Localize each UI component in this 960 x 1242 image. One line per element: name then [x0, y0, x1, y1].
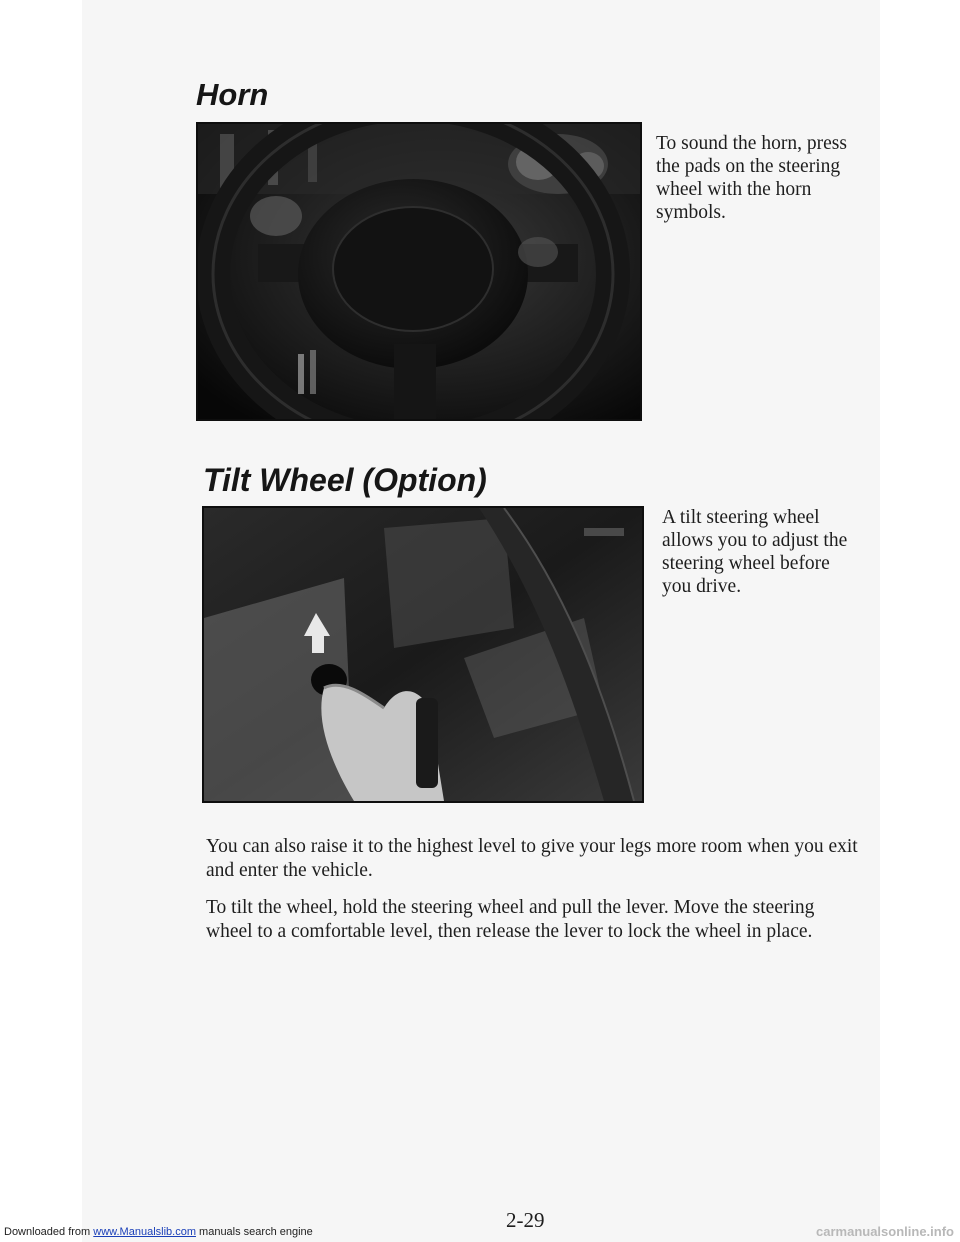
horn-description: To sound the horn, press the pads on the steering wheel with the horn symbols. [656, 133, 847, 223]
horn-heading: Horn [196, 77, 269, 112]
tilt-instructions-paragraph: To tilt the wheel, hold the steering wheel and pull the lever. Move the steering wheel to a comfortable level, then release the lever to lock the wheel in place. [206, 897, 815, 942]
tilt-wheel-heading: Tilt Wheel (Option) [203, 462, 487, 498]
footer-suffix: manuals search engine [195, 1226, 313, 1238]
watermark: carmanualsonline.info [816, 1224, 954, 1239]
horn-steering-wheel-photo [196, 122, 642, 421]
tilt-wheel-description: A tilt steering wheel allows you to adjust the steering wheel before you drive. [662, 507, 848, 597]
footer-prefix: Downloaded from [4, 1226, 94, 1238]
page-number: 2-29 [506, 1208, 545, 1232]
raise-wheel-paragraph: You can also raise it to the highest level to give your legs more room when you exit and enter the vehicle. [206, 836, 858, 881]
manualslib-link[interactable]: www.Manualslib.com [93, 1226, 196, 1238]
tilt-photo-illustration [204, 508, 642, 801]
tilt-lever-photo [202, 506, 644, 803]
download-footer [4, 1226, 313, 1238]
horn-photo-illustration [198, 124, 640, 419]
